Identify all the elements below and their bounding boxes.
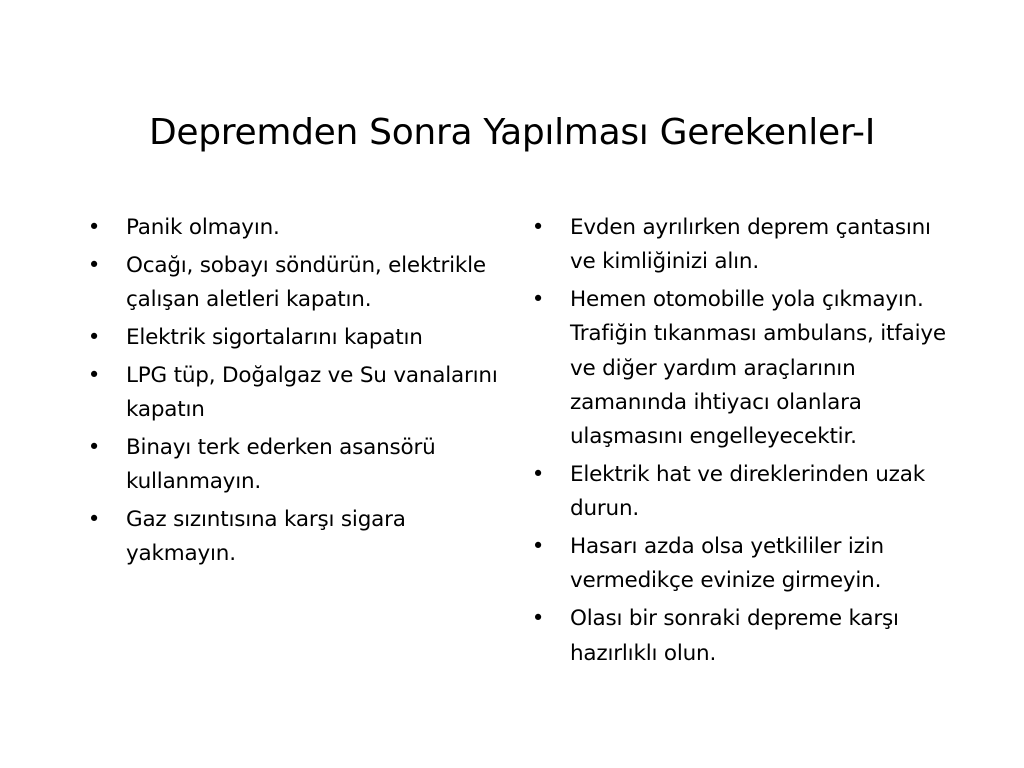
bullet-icon: • xyxy=(87,506,101,532)
bullet-icon: • xyxy=(87,362,101,388)
bullet-icon: • xyxy=(87,252,101,278)
bullet-icon: • xyxy=(531,287,545,313)
bullet-text: Hasarı azda olsa yetkililer izin vermedikçe evinize girmeyin. xyxy=(570,534,884,594)
bullet-item xyxy=(528,530,958,599)
bullet-icon: • xyxy=(87,215,101,240)
bullet-text: Binayı terk ederken asansörü kullanmayın. xyxy=(126,434,436,495)
bullet-text: Elektrik sigortalarını kapatın xyxy=(126,324,423,350)
bullet-text: LPG tüp, Doğalgaz ve Su vanalarını kapatın xyxy=(126,362,498,422)
bullet-item xyxy=(84,249,504,318)
bullet-text: Ocağı, sobayı söndürün, elektrikle çalışan aletleri kapatın. xyxy=(126,252,486,313)
bullet-text: Gaz sızıntısına karşı sigara yakmayın. xyxy=(126,506,406,567)
bullet-text: Olası bir sonraki depreme karşı hazırlıklı olun. xyxy=(570,606,899,666)
bullet-item xyxy=(84,359,504,428)
bullet-item xyxy=(528,458,958,527)
bullet-item xyxy=(84,321,504,355)
bullet-icon: • xyxy=(87,434,101,460)
slide-title: Depremden Sonra Yapılması Gerekenler-I xyxy=(148,112,876,153)
bullet-icon: • xyxy=(531,462,545,488)
bullet-icon: • xyxy=(531,606,545,632)
bullet-text: Elektrik hat ve direklerinden uzak durun. xyxy=(570,462,925,522)
bullet-text: Hemen otomobille yola çıkmayın. Trafiğin tıkanması ambulans, itfaiye ve diğer yardım araçlarının zamanında ihtiyacı olanlara ulaşmasını engelleyecektir. xyxy=(570,287,946,450)
bullet-item xyxy=(528,283,958,454)
bullet-item xyxy=(528,211,958,280)
bullet-item xyxy=(84,503,504,572)
bullet-icon: • xyxy=(531,534,545,560)
bullet-item xyxy=(84,211,504,245)
bullet-text: Evden ayrılırken deprem çantasını ve kimliğinizi alın. xyxy=(570,215,931,275)
left-bullet-list xyxy=(84,211,504,575)
right-bullet-list xyxy=(528,211,958,674)
bullet-icon: • xyxy=(87,324,101,350)
bullet-text: Panik olmayın. xyxy=(126,215,280,240)
bullet-item xyxy=(84,431,504,500)
bullet-item xyxy=(528,602,958,671)
bullet-icon: • xyxy=(531,215,545,240)
